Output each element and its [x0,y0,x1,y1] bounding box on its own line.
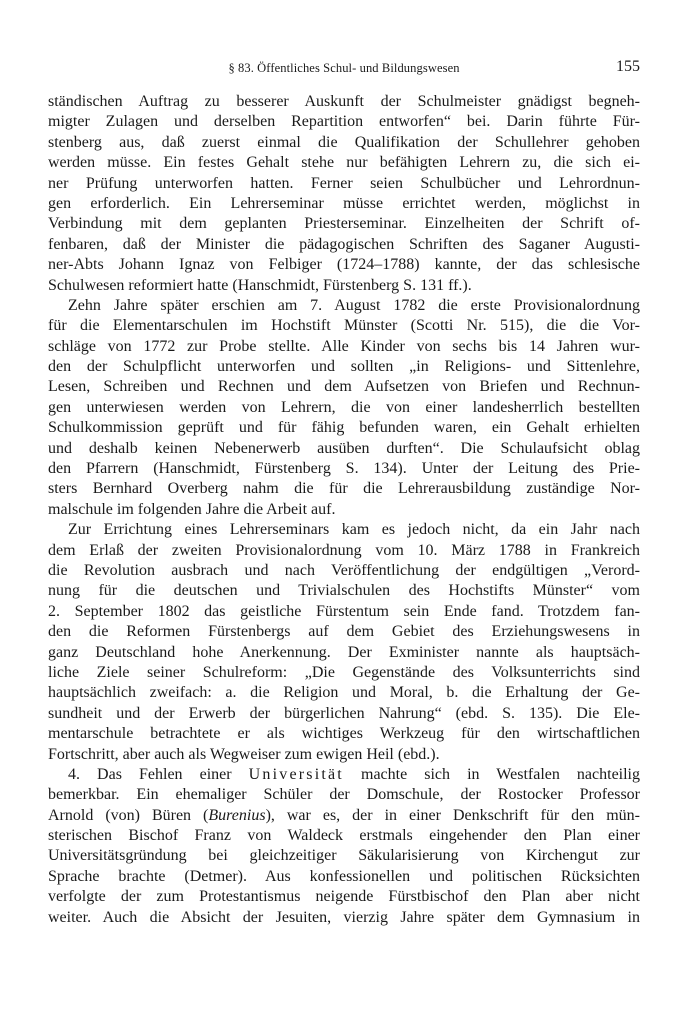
text-line: die Revolution ausbrach und nach Veröffentlichung der endgültigen „Verord- [48,561,640,579]
section-title: § 83. Öffentliches Schul- und Bildungswesen [228,61,460,75]
text-line: ganz Deutschland hohe Anerkennung. Der Exminister nannte als hauptsäch- [48,643,640,661]
page-body [48,92,640,928]
page-number: 155 [616,58,640,75]
text-line: gen unterwiesen werden von Lehrern, die von einer landesherrlich bestellten [48,398,640,416]
text-line: dem Erlaß der zweiten Provisionalordnung vom 10. März 1788 in Frankreich [48,541,640,559]
text-line: schläge von 1772 zur Probe stellte. Alle Kinder von sechs bis 14 Jahren wur- [48,337,640,355]
paragraph [48,296,640,520]
text-line: ner-Abts Johann Ignaz von Felbiger (1724–1788) kannte, der das schlesische [48,256,640,274]
text-line: Zur Errichtung eines Lehrerseminars kam es jedoch nicht, da ein Jahr nach [68,521,640,539]
text-line: malschule im folgenden Jahre die Arbeit auf. [48,500,336,518]
text-line: und deshalb keinen Nebenerwerb ausüben durften“. Die Schulaufsicht oblag [48,439,640,457]
text-line: den die Reformen Fürstenbergs auf dem Gebiet des Erziehungswesens in [48,623,640,641]
text-line: hauptsächlich zweifach: a. die Religion und Moral, b. die Erhaltung der Ge- [48,684,640,702]
text-line: Verbindung mit dem geplanten Priesterseminar. Einzelheiten der Schrift of- [48,215,640,233]
text-line: Universitätsgründung bei gleichzeitiger Säkularisierung von Kirchengut zur [48,847,640,865]
text-line: verfolgte der zum Protestantismus neigende Fürstbischof den Plan aber nicht [48,888,640,906]
paragraph [48,92,640,296]
text-line: nung für die deutschen und Trivialschulen des Hochstifts Münster“ vom [48,582,640,600]
text-line: ner Prüfung unterworfen hatten. Ferner seien Schulbücher und Lehrordnun- [48,174,640,192]
paragraph [48,765,640,928]
text-line: 2. September 1802 das geistliche Fürstentum sein Ende fand. Trotzdem fan- [48,602,640,620]
emphasized-term: Universität [248,765,344,783]
text-line: Arnold (von) Büren (Burenius), war es, der in einer Denkschrift für den mün- [48,806,640,824]
paragraph [48,520,640,765]
text-line: fenbaren, daß der Minister die pädagogischen Schriften des Saganer Augusti- [48,235,640,253]
latinized-name: Burenius [208,806,266,824]
text-line: Schulwesen reformiert hatte (Hanschmidt, Fürstenberg S. 131 ff.). [48,276,472,294]
text-line: 4. Das Fehlen einer Universität machte sich in Westfalen nachteilig [68,765,641,783]
text-line: mentarschule betrachtete er als wichtiges Werkzeug für den wirtschaftlichen [48,725,640,743]
text-line: sundheit und der Erwerb der bürgerlichen Nahrung“ (ebd. S. 135). Die Ele- [48,704,640,722]
text-line: bemerkbar. Ein ehemaliger Schüler der Domschule, der Rostocker Professor [48,786,640,804]
text-line: den Pfarrern (Hanschmidt, Fürstenberg S. 134). Unter der Leitung des Prie- [48,460,640,478]
text-line: für die Elementarschulen im Hochstift Münster (Scotti Nr. 515), die die Vor- [48,317,640,335]
text-line: migter Zulagen und derselben Repartition entworfen“ bei. Darin führte Für- [48,113,640,131]
text-line: Zehn Jahre später erschien am 7. August 1782 die erste Provisionalordnung [68,296,640,314]
text-line: stenberg aus, daß zuerst einmal die Qualifikation der Schullehrer gehoben [48,133,640,151]
text-line: werden müsse. Ein festes Gehalt stehe nur befähigten Lehrern zu, die sich ei- [48,154,640,172]
text-line: den der Schulpflicht unterworfen und sollten „in Religions- und Sittenlehre, [48,358,640,376]
text-line: weiter. Auch die Absicht der Jesuiten, vierzig Jahre später dem Gymnasium in [48,908,640,926]
text-line: Fortschritt, aber auch als Wegweiser zum ewigen Heil (ebd.). [48,745,440,763]
text-line: liche Ziele seiner Schulreform: „Die Gegenstände des Volksunterrichts sind [48,663,640,681]
text-line: Schulkommission geprüft und für fähig befunden waren, ein Gehalt erhielten [48,419,640,437]
text-line: sters Bernhard Overberg nahm die für die Lehrerausbildung zuständige Nor- [48,480,640,498]
text-line: gen erforderlich. Ein Lehrerseminar müsse errichtet werden, möglichst in [48,194,640,212]
text-line: ständischen Auftrag zu besserer Auskunft der Schulmeister gnädigst begneh- [48,93,640,110]
running-head [48,58,640,80]
text-line: Lesen, Schreiben und Rechnen und dem Aufsetzen von Briefen und Rechnun- [48,378,640,396]
text-line: Sprache brachte (Detmer). Aus konfessionellen und politischen Rücksichten [48,867,640,885]
text-line: sterischen Bischof Franz von Waldeck erstmals eingehender den Plan einer [48,827,640,845]
